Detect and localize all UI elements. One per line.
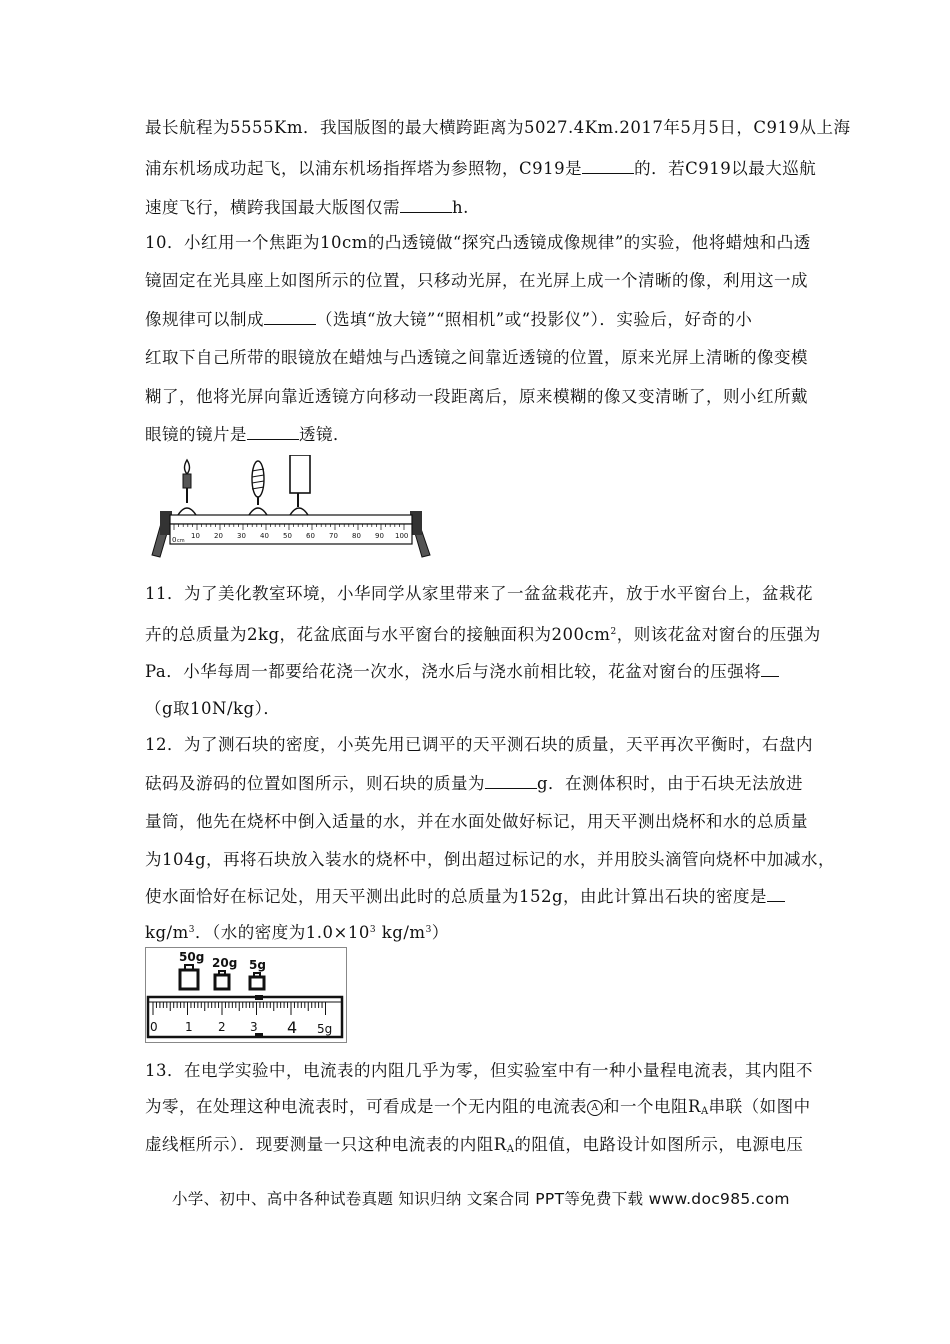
text-line — [145, 662, 779, 682]
ammeter-icon: A — [587, 1100, 603, 1116]
text-line — [145, 310, 752, 330]
text-segment: 11．为了美化教室环境，小华同学从家里带来了一盆盆栽花卉，放于水平窗台上，盆栽花 — [145, 584, 813, 603]
text-segment: 红取下自己所带的眼镜放在蜡烛与凸透镜之间靠近透镜的位置，原来光屏上清晰的像变模 — [145, 348, 808, 367]
answer-blank — [767, 887, 785, 902]
text-line — [145, 118, 851, 138]
scale-label: 100 — [395, 532, 409, 540]
text-segment: ．（水的密度为1.0×10 — [195, 923, 370, 942]
balance-weights-figure — [145, 947, 347, 1043]
text-line — [145, 735, 813, 755]
weight-50g-icon — [180, 965, 198, 989]
superscript: 3 — [188, 925, 195, 935]
text-segment: h. — [452, 198, 469, 217]
scale-label: 60 — [306, 532, 315, 540]
subscript: A — [506, 1144, 515, 1155]
text-line — [145, 1061, 813, 1081]
light-screen-icon — [290, 455, 310, 515]
text-segment: 速度飞行，横跨我国最大版图仅需 — [145, 198, 400, 217]
convex-lens-icon — [249, 461, 267, 515]
rider-top-icon — [255, 995, 263, 1000]
text-line — [145, 233, 811, 253]
text-segment: 的阻值，电路设计如图所示，电源电压 — [514, 1135, 804, 1154]
text-line — [145, 622, 821, 645]
text-segment: 的．若C919以最大巡航 — [634, 159, 817, 178]
text-line — [145, 387, 808, 407]
scale-label: 70 — [329, 532, 338, 540]
weight-label-5g: 5g — [249, 958, 266, 972]
weight-label-20g: 20g — [212, 956, 238, 970]
scale-label: 20 — [214, 532, 223, 540]
text-segment: 为零，在处理这种电流表时，可看成是一个无内阻的电流表 — [145, 1097, 587, 1116]
text-segment: 透镜． — [299, 425, 350, 444]
text-segment: kg/m — [376, 923, 426, 942]
candle-icon — [178, 460, 196, 515]
scale-label: 10 — [191, 532, 200, 540]
text-segment: 最长航程为5555Km．我国版图的最大横跨距离为5027.4Km.2017年5月5日，C919从上海 — [145, 118, 851, 137]
superscript: 3 — [425, 925, 432, 935]
text-segment: Pa．小华每周一都要给花浇一次水，浇水后与浇水前相比较，花盆对窗台的压强将 — [145, 662, 762, 681]
subscript: A — [700, 1106, 709, 1117]
text-line — [145, 699, 280, 719]
text-line — [145, 812, 808, 832]
scale-label: 50 — [283, 532, 292, 540]
text-segment: 镜固定在光具座上如图所示的位置，只移动光屏，在光屏上成一个清晰的像，利用这一成 — [145, 271, 808, 290]
superscript: 3 — [369, 925, 377, 935]
text-line — [145, 1097, 811, 1122]
text-line — [145, 159, 816, 179]
text-line — [145, 850, 835, 870]
rider-scale — [148, 995, 342, 1038]
scale-label: 90 — [375, 532, 384, 540]
scale-label: 5g — [317, 1022, 333, 1036]
text-line — [145, 348, 808, 368]
text-segment: 10．小红用一个焦距为10cm的凸透镜做“探究凸透镜成像规律”的实验，他将蜡烛和凸透 — [145, 233, 811, 252]
text-segment: 浦东机场成功起飞，以浦东机场指挥塔为参照物，C919是 — [145, 159, 583, 178]
page-footer: 小学、初中、高中各种试卷真题 知识归纳 文案合同 PPT等免费下载 www.doc985.com — [172, 1190, 790, 1208]
text-line — [145, 774, 803, 794]
scale-label: 1 — [185, 1020, 193, 1034]
scale-label: 40 — [260, 532, 269, 540]
text-segment: 13．在电学实验中，电流表的内阻几乎为零，但实验室中有一种小量程电流表，其内阻不 — [145, 1061, 813, 1080]
text-segment: 卉的总质量为2kg，花盆底面与水平窗台的接触面积为200cm — [145, 625, 611, 644]
text-segment: ，则该花盆对窗台的压强为 — [616, 625, 821, 644]
text-segment: 量筒，他先在烧杯中倒入适量的水，并在水面处做好标记，用天平测出烧杯和水的总质量 — [145, 812, 808, 831]
text-segment: 使水面恰好在标记处，用天平测出此时的总质量为152g，由此计算出石块的密度是 — [145, 887, 768, 906]
scale-label: 30 — [237, 532, 246, 540]
text-segment: 虚线框所示）．现要测量一只这种电流表的内阻R — [145, 1135, 507, 1154]
text-segment: 糊了，他将光屏向靠近透镜方向移动一段距离后，原来模糊的像又变清晰了，则小红所戴 — [145, 387, 808, 406]
superscript: 2 — [610, 627, 617, 637]
answer-blank — [264, 310, 316, 325]
scale-label: 3 — [250, 1020, 258, 1034]
text-line — [145, 920, 449, 943]
text-line — [145, 271, 808, 291]
text-line — [145, 198, 469, 218]
scale-label: 2 — [218, 1020, 226, 1034]
text-segment: kg/m — [145, 923, 189, 942]
text-segment: g．在测体积时，由于石块无法放进 — [537, 774, 804, 793]
weight-20g-icon — [215, 971, 229, 989]
text-segment: 为104g，再将石块放入装水的烧杯中，倒出超过标记的水，并用胶头滴管向烧杯中加减水， — [145, 850, 836, 869]
text-line — [145, 887, 785, 907]
text-line — [145, 584, 813, 604]
text-segment: 砝码及游码的位置如图所示，则石块的质量为 — [145, 774, 485, 793]
text-line — [145, 425, 350, 445]
text-segment: 和一个电阻R — [603, 1097, 701, 1116]
answer-blank — [485, 774, 537, 789]
text-line — [145, 1135, 803, 1160]
scale-label: 80 — [352, 532, 361, 540]
text-segment: 像规律可以制成 — [145, 310, 264, 329]
text-segment: 12．为了测石块的密度，小英先用已调平的天平测石块的质量，天平再次平衡时，右盘内 — [145, 735, 813, 754]
answer-blank — [761, 662, 779, 677]
scale-unit-label: cm — [177, 538, 185, 544]
answer-blank — [582, 159, 634, 174]
answer-blank — [247, 425, 299, 440]
text-segment: （g取10N/kg）． — [145, 699, 281, 718]
text-segment: ） — [431, 923, 449, 942]
text-segment: 眼镜的镜片是 — [145, 425, 247, 444]
text-segment: （选填“放大镜”“照相机”或“投影仪”）．实验后，好奇的小 — [316, 310, 753, 329]
text-segment: 串联（如图中 — [708, 1097, 811, 1116]
scale-label: 4 — [287, 1018, 298, 1037]
scale-label: 0 — [172, 536, 177, 544]
weight-label-50g: 50g — [179, 950, 205, 964]
scale-label: 0 — [150, 1020, 158, 1034]
answer-blank — [400, 198, 452, 213]
optical-bench-figure — [150, 455, 435, 560]
